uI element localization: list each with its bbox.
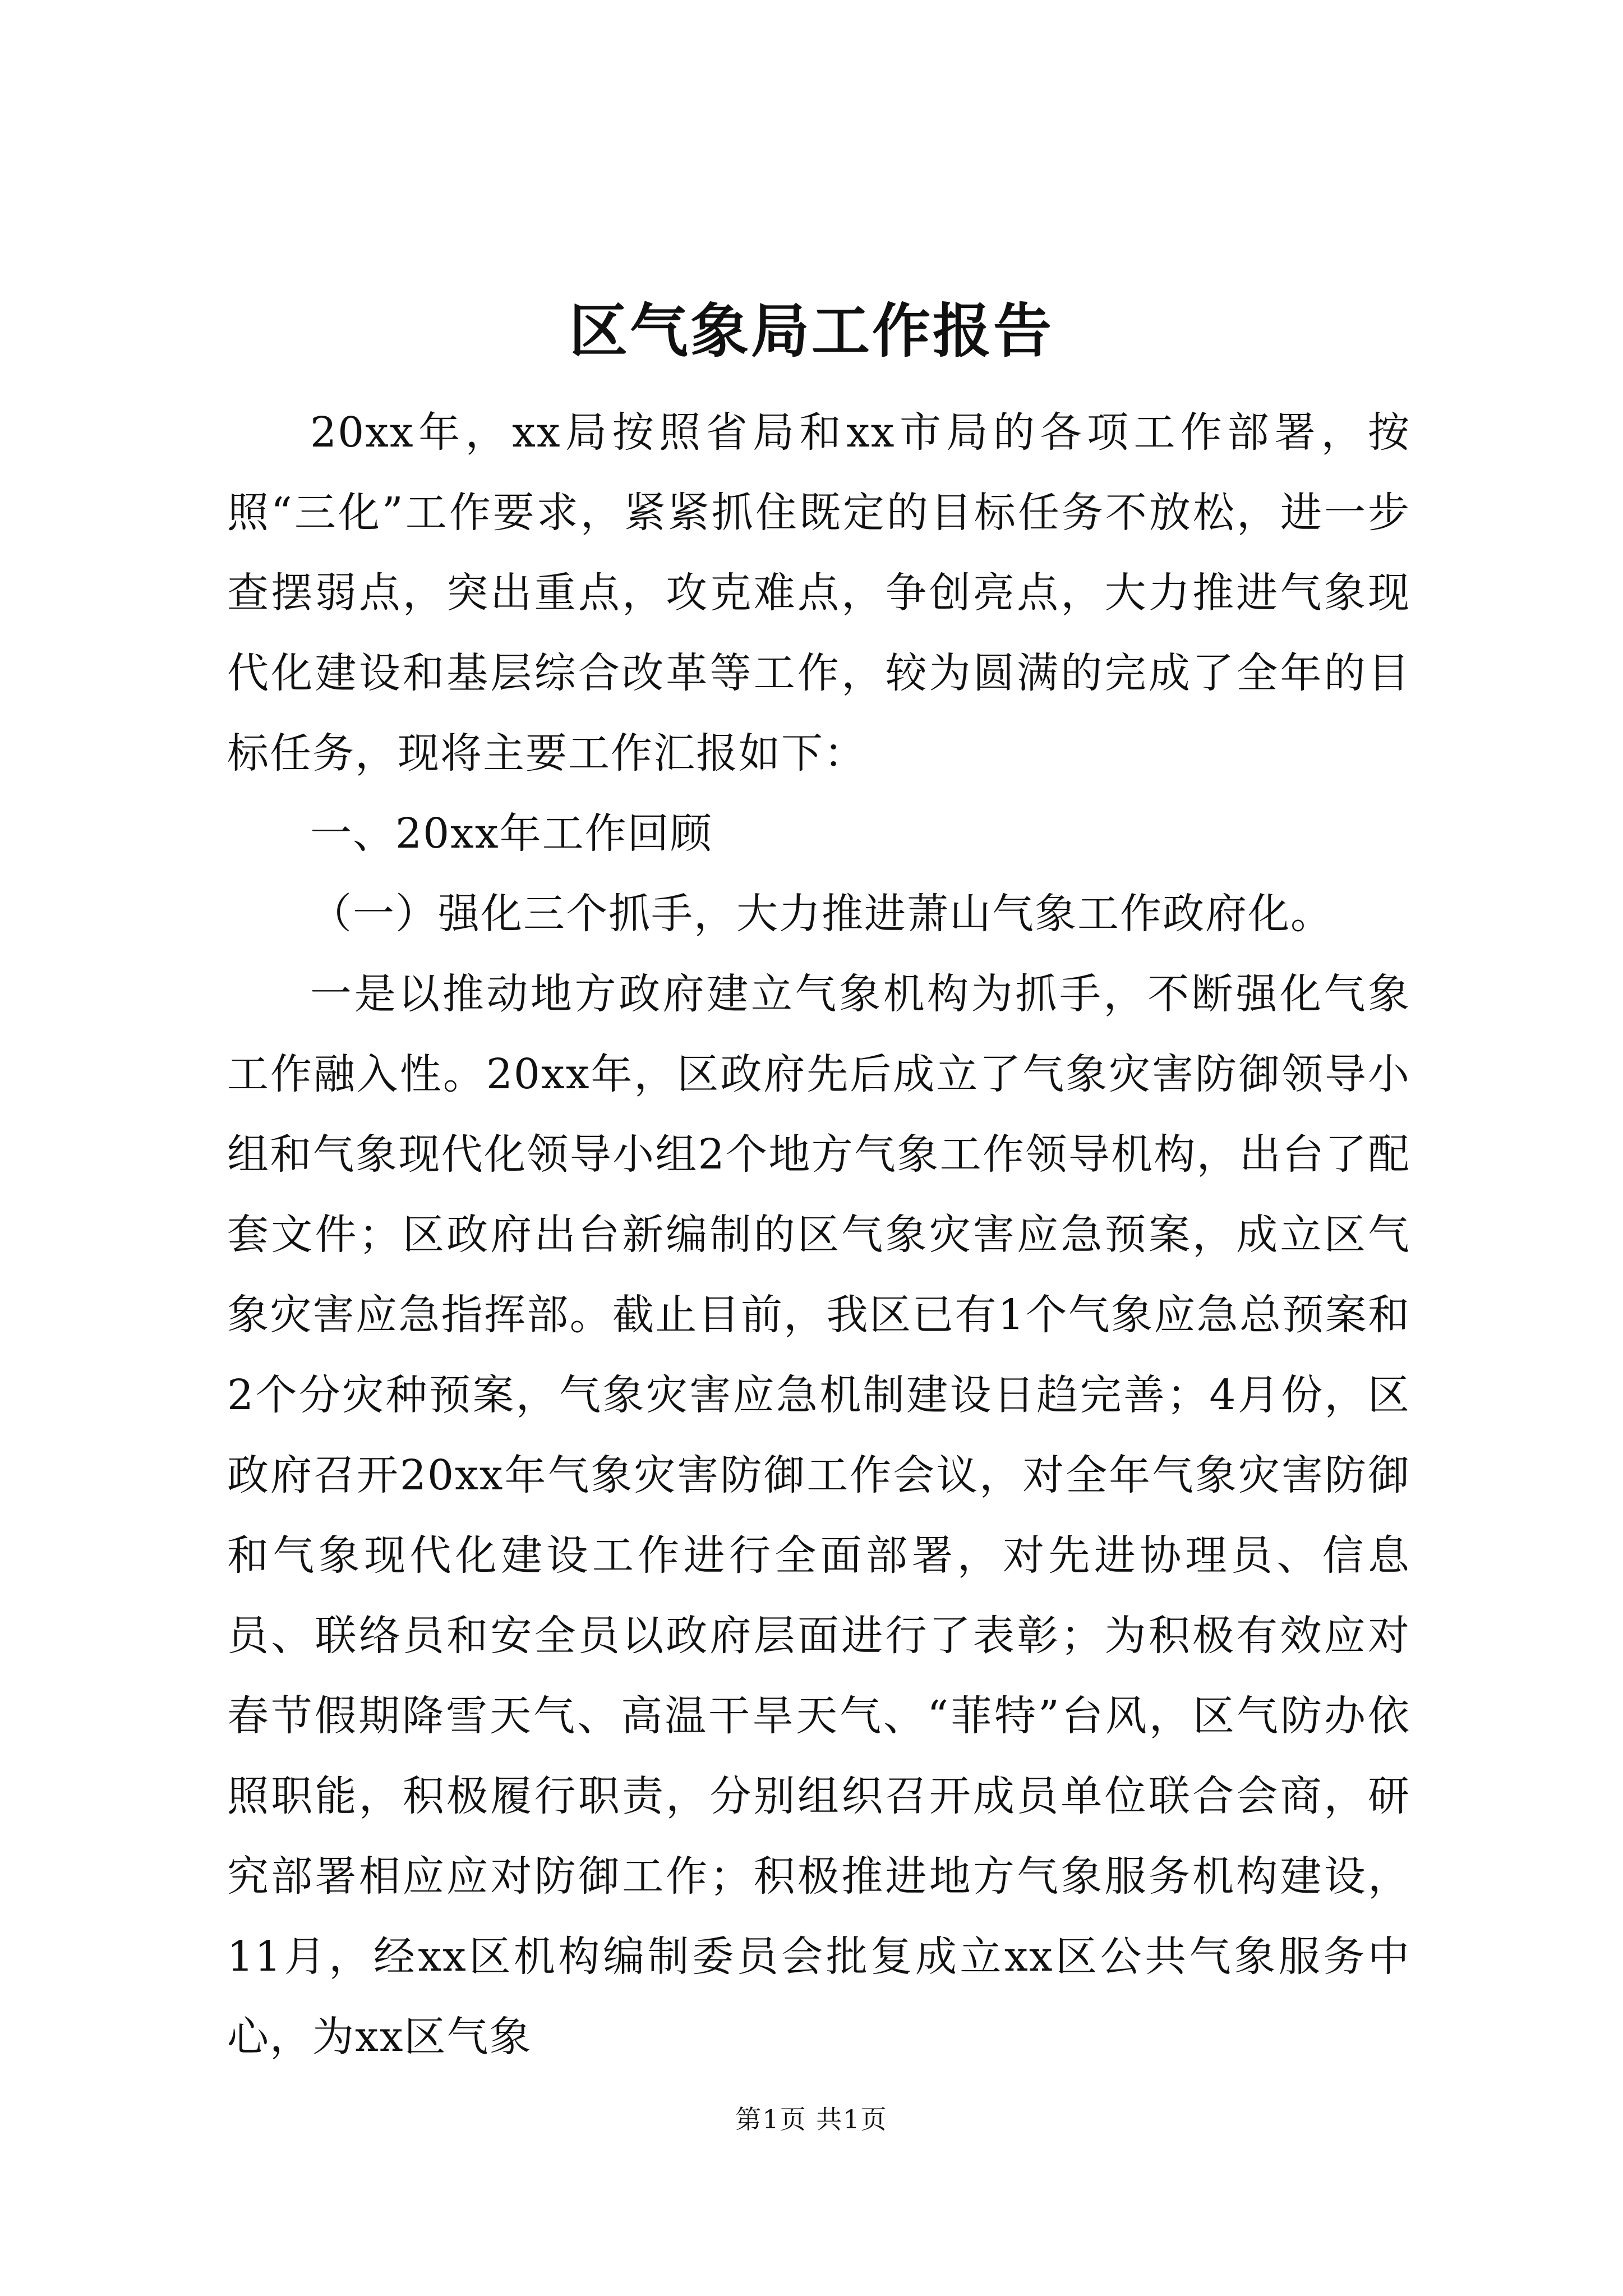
body-paragraph: 一是以推动地方政府建立气象机构为抓手，不断强化气象工作融入性。20xx年，区政府先后成立了气象灾害防御领导小组和气象现代化领导小组2个地方气象工作领导机构，出台了配套文件；区政府出台新编制的区气象灾害应急预案，成立区气象灾害应急指挥部。截止目前，我区已有1个气象应急总预案和2个分灾种预案，气象灾害应急机制建设日趋完善；4月份，区政府召开20xx年气象灾害防御工作会议，对全年气象灾害防御和气象现代化建设工作进行全面部署，对先进协理员、信息员、联络员和安全员以政府层面进行了表彰；为积极有效应对春节假期降雪天气、高温干旱天气、“菲特”台风，区气防办依照职能，积极履行职责，分别组织召开成员单位联合会商，研究部署相应应对防御工作；积极推进地方气象服务机构建设，11月，经xx区机构编制委员会批复成立xx区公共气象服务中心，为xx区气象 <box>227 970 1410 2061</box>
intro-paragraph: 20xx年，xx局按照省局和xx市局的各项工作部署，按照“三化”工作要求，紧紧抓住既定的目标任务不放松，进一步查摆弱点，突出重点，攻克难点，争创亮点，大力推进气象现代化建设和基层综合改革等工作，较为圆满的完成了全年的目标任务，现将主要工作汇报如下： <box>227 408 1410 777</box>
document-body <box>227 393 1410 2077</box>
page-title: 区气象局工作报告 <box>569 296 1054 365</box>
subsection-heading: （一）强化三个抓手，大力推进萧山气象工作政府化。 <box>310 890 1333 938</box>
section-heading: 一、20xx年工作回顾 <box>310 809 713 858</box>
page-footer: 第1页 共1页 <box>735 2104 888 2134</box>
